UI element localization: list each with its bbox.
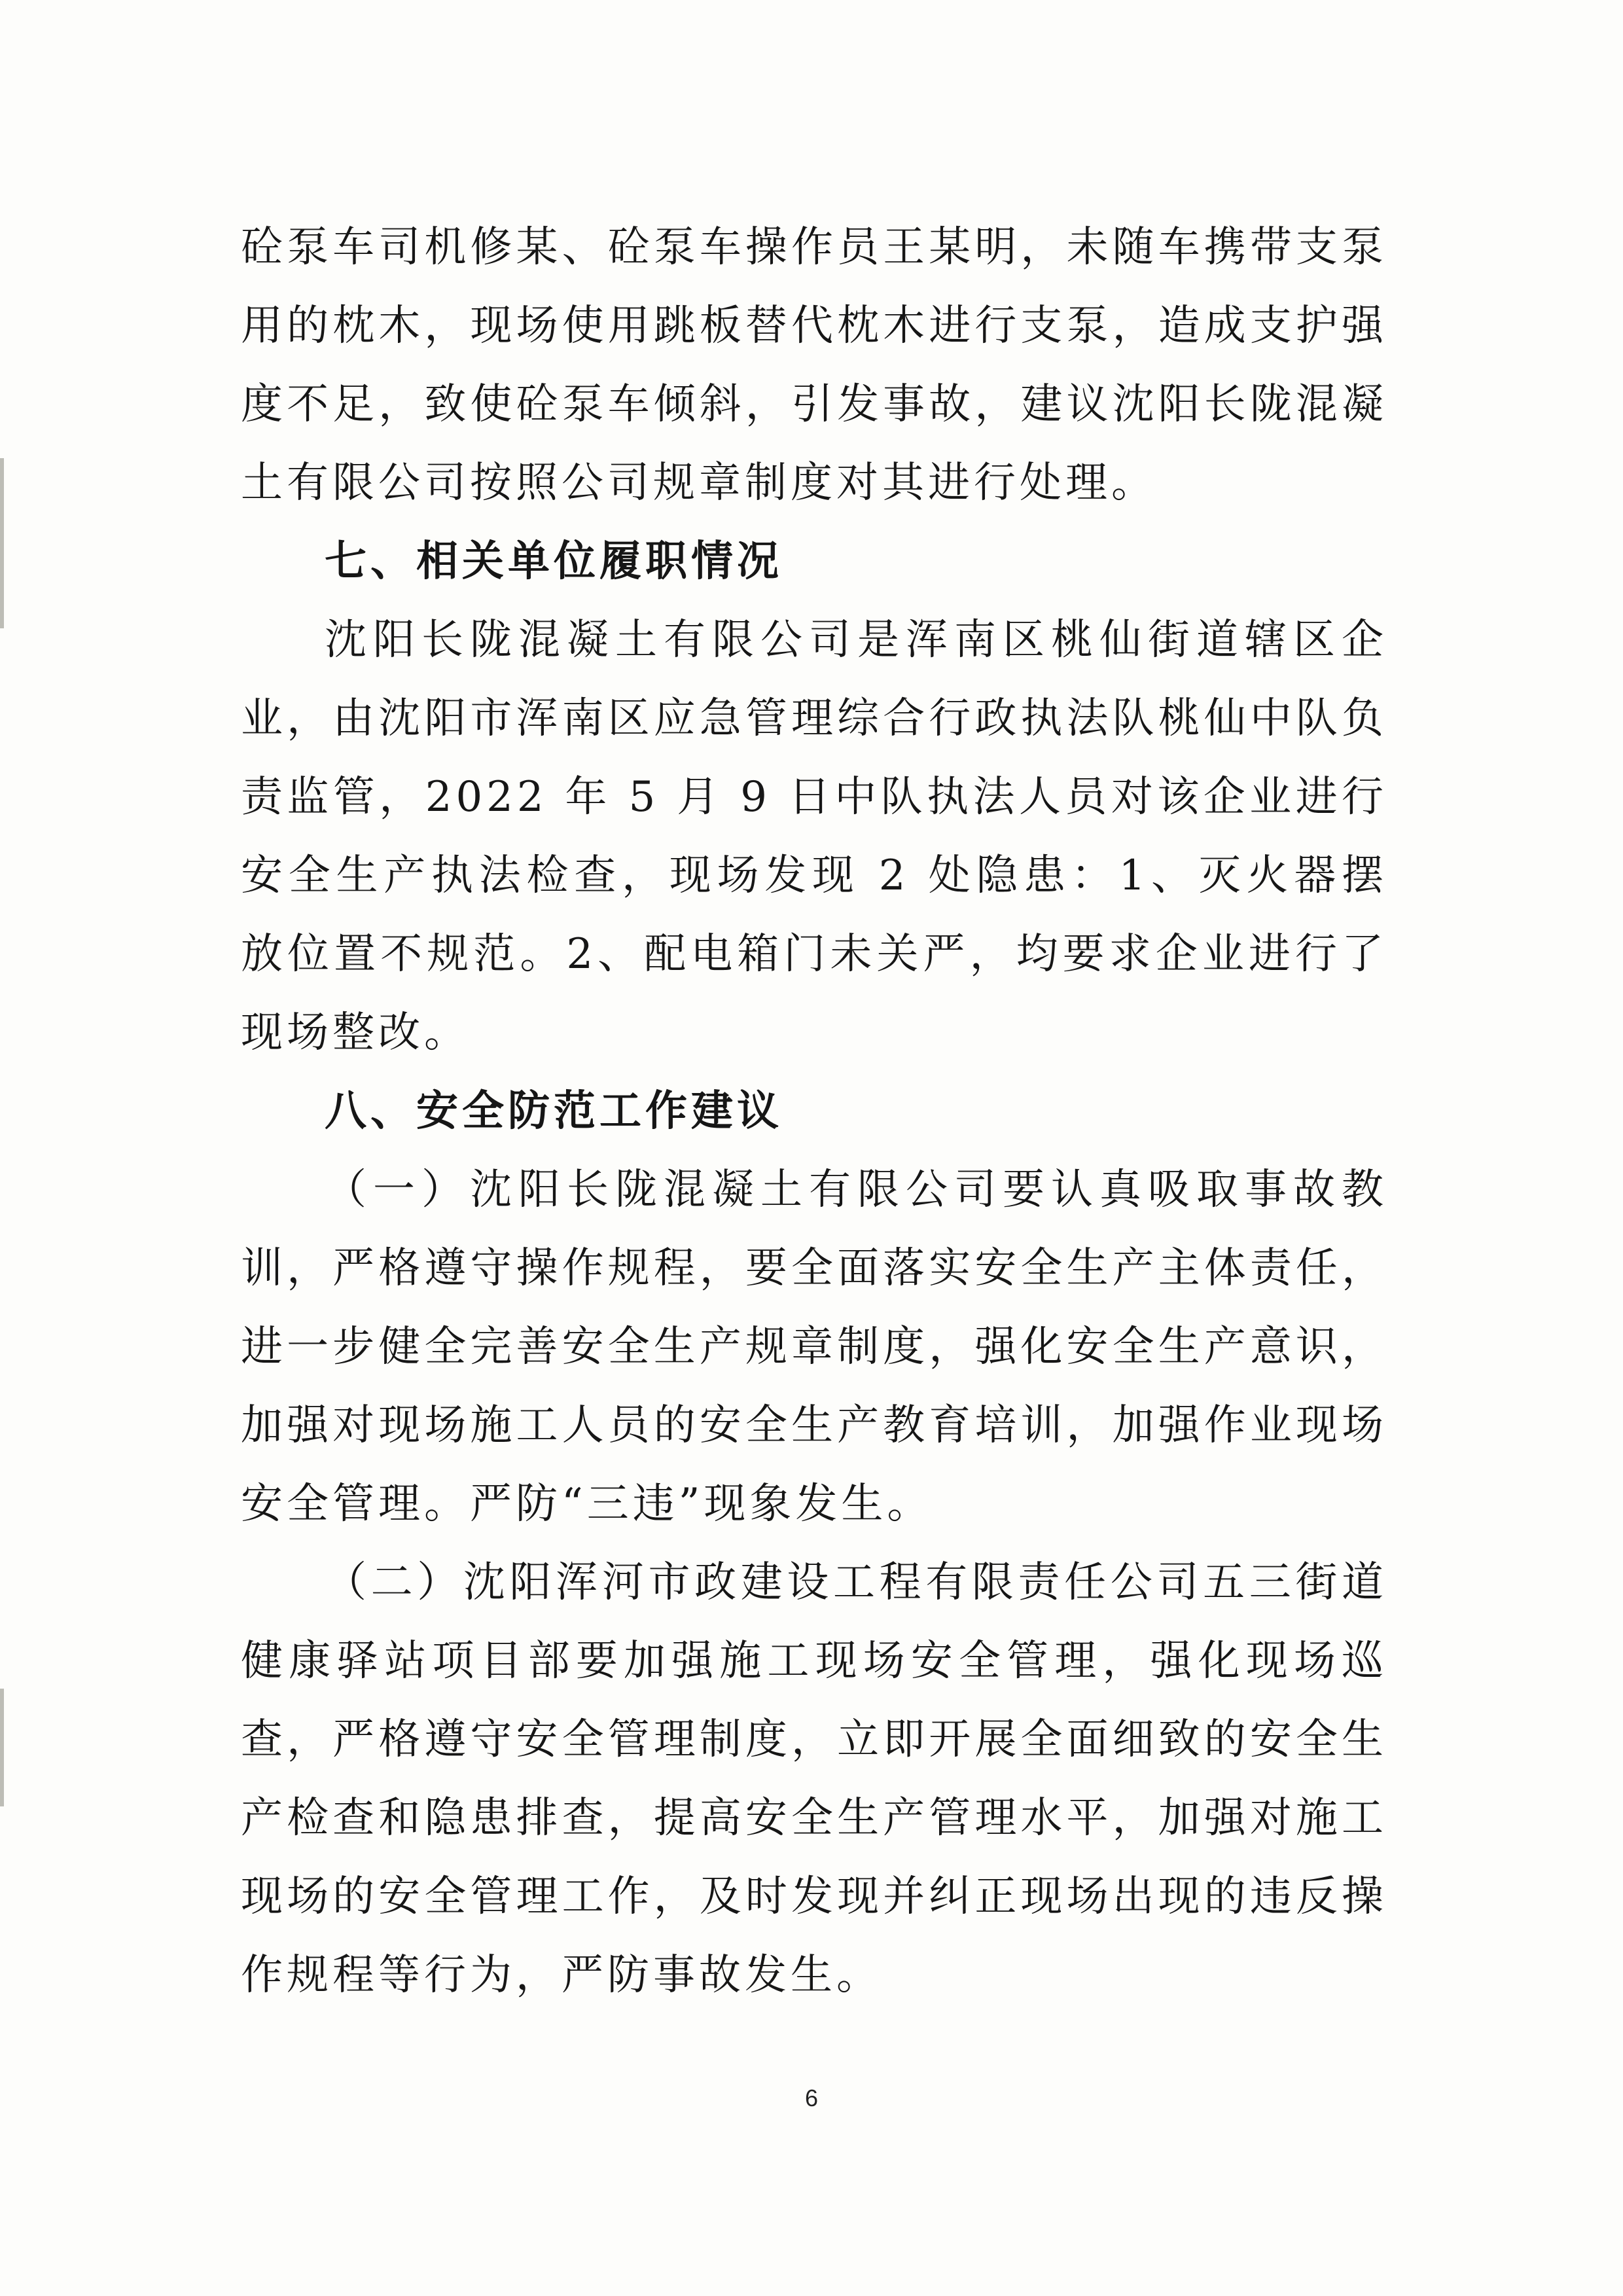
section-heading-7: 七、相关单位履职情况 [325, 537, 783, 586]
paragraph-recommendation-2: （二）沈阳浑河市政建设工程有限责任公司五三街道健康驿站项目部要加强施工现场安全管理，强化现场巡查，严格遵守安全管理制度，立即开展全面细致的安全生产检查和隐患排查，提高安全生产管理水平，加强对施工现场的安全管理工作，及时发现并纠正现场出现的违反操作规程等行为，严防事故发生。 [241, 1558, 1387, 2000]
document-body [241, 208, 1387, 2015]
paragraph-recommendation-1: （一）沈阳长陇混凝土有限公司要认真吸取事故教训，严格遵守操作规程，要全面落实安全生产主体责任，进一步健全完善安全生产规章制度，强化安全生产意识，加强对现场施工人员的安全生产教育培训，加强作业现场安全管理。严防“三违”现象发生。 [241, 1166, 1387, 1528]
page-number: 6 [804, 2085, 819, 2111]
scan-binding-mark [0, 458, 4, 628]
paragraph-supervision: 沈阳长陇混凝土有限公司是浑南区桃仙街道辖区企业，由沈阳市浑南区应急管理综合行政执法队桃仙中队负责监管，2022 年 5 月 9 日中队执法人员对该企业进行安全生产执法检查，现场发现 2 处隐患：1、灭火器摆放位置不规范。2、配电箱门未关严，均要求企业进行了现场整改。 [241, 616, 1387, 1057]
scan-binding-mark [0, 1689, 4, 1806]
section-heading-8: 八、安全防范工作建议 [325, 1086, 783, 1136]
paragraph-responsibility-driver: 砼泵车司机修某、砼泵车操作员王某明，未随车携带支泵用的枕木，现场使用跳板替代枕木进行支泵，造成支护强度不足，致使砼泵车倾斜，引发事故，建议沈阳长陇混凝土有限公司按照公司规章制度对其进行处理。 [241, 223, 1387, 507]
